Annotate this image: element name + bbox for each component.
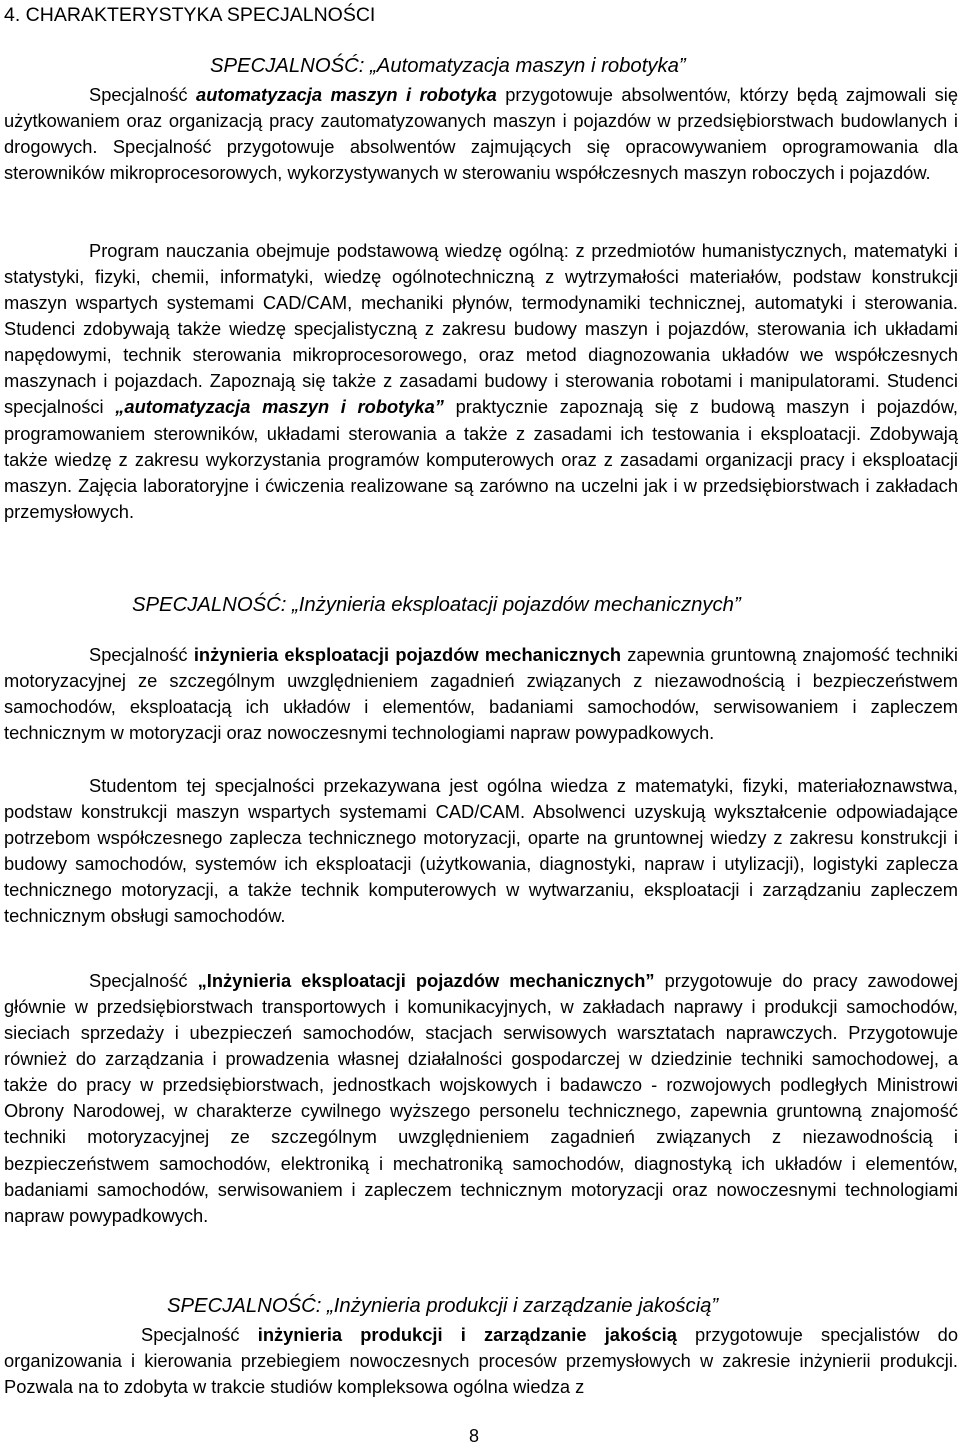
text-run: Specjalność <box>89 644 194 665</box>
text-run: przygotowuje specjalistów do organizowania i kierowania przebiegiem nowoczesnych procesów przemysłowych w zakresie inżynierii produkcji. Pozwala na to zdobyta w trakcie studiów kompleksowa ogólna wiedza z <box>4 1324 959 1398</box>
section-title-production-quality: SPECJALNOŚĆ: „Inżynieria produkcji i zarządzanie jakością” <box>167 1295 719 1317</box>
text-run: zapewnia gruntowną znajomość techniki motoryzacyjnej ze szczególnym uwzględnieniem zagadnień związanych z niezawodnością i bezpieczeństwem samochodów, eksploatacją ich układów i elementów, badaniami samochodów, serwisowaniem i zapleczem technicznym w motoryzacji oraz nowoczesnymi technologiami napraw powypadkowych. <box>4 644 958 744</box>
section-title-vehicle-operation: SPECJALNOŚĆ: „Inżynieria eksploatacji pojazdów mechanicznych” <box>132 594 741 616</box>
paragraph-automation-program <box>4 238 958 525</box>
section-title-automation: SPECJALNOŚĆ: „Automatyzacja maszyn i robotyka” <box>210 55 686 77</box>
text-run: Specjalność <box>89 970 198 991</box>
emphasis-specialty-name: inżynieria eksploatacji pojazdów mechanicznych <box>193 644 621 665</box>
paragraph-vehicle-career <box>4 968 958 1229</box>
text-run: Specjalność <box>89 84 197 105</box>
emphasis-specialty-name: „Inżynieria eksploatacji pojazdów mechanicznych” <box>197 970 655 991</box>
text-run: przygotowuje do pracy zawodowej głównie w przedsiębiorstwach transportowych i komunikacyjnych, w zakładach naprawy i produkcji samochodów, sieciach sprzedaży i ubezpieczeń samochodów, stacjach serwisowych warsztatach naprawczych. Przygotowuje również do zarządzania i prowadzenia własnej działalności gospodarczej w dziedzinie techniki samochodowej, a także do pracy w przedsiębiorstwach, jednostkach wojskowych i badawczo - rozwojowych podległych Ministrowi Obrony Narodowej, w charakterze cywilnego wyższego personelu technicznego, zapewnia gruntowną znajomość techniki motoryzacyjnej ze szczególnym uwzględnieniem zagadnień związanych z niezawodnością i bezpieczeństwem samochodów, elektroniką i mechatroniką samochodów, diagnostyką ich układów i elementów, badaniami samochodów, serwisowaniem i zapleczem technicznym motoryzacji oraz nowoczesnymi technologiami napraw powypadkowych. <box>4 970 958 1226</box>
emphasis-specialty-name: inżynieria produkcji i zarządzanie jakością <box>257 1324 677 1345</box>
text-run: Studentom tej specjalności przekazywana jest ogólna wiedza z matematyki, fizyki, materiałoznawstwa, podstaw konstrukcji maszyn wspartych systemami CAD/CAM. Absolwenci uzyskują wykształcenie odpowiadające potrzebom współczesnego zaplecza technicznego motoryzacji, oparte na gruntownej wiedzy z zakresu konstrukcji i budowy samochodów, systemów ich eksploatacji (użytkowania, diagnostyki, napraw i utylizacji), logistyki zaplecza technicznego motoryzacji, a także technik komputerowych w wytwarzaniu, eksploatacji i zarządzaniu zapleczem technicznym obsługi samochodów. <box>4 775 958 927</box>
paragraph-production-intro <box>4 1322 958 1400</box>
text-run: Specjalność <box>141 1324 258 1345</box>
paragraph-automation-intro <box>4 82 958 186</box>
text-run: Program nauczania obejmuje podstawową wiedzę ogólną: z przedmiotów humanistycznych, matematyki i statystyki, fizyki, chemii, informatyki, wiedzę ogólnotechniczną z wytrzymałości materiałów, podstaw konstrukcji maszyn wspartych systemami CAD/CAM, mechaniki płynów, termodynamiki technicznej, automatyki i sterowania. Studenci zdobywają także wiedzę specjalistyczną z zakresu budowy maszyn i pojazdów, sterowania ich układami napędowymi, technik sterowania mikroprocesorowego, oraz metod diagnozowania układów we współczesnych maszynach i pojazdach. Zapoznają się także z zasadami budowy i sterowania robotami i manipulatorami. Studenci specjalności <box>4 240 958 418</box>
page-number: 8 <box>469 1426 480 1446</box>
text-run: przygotowuje absolwentów, którzy będą zajmowali się użytkowaniem oraz organizacją pracy zautomatyzowanych maszyn i pojazdów w przedsiębiorstwach budowlanych i drogowych. Specjalność przygotowuje absolwentów zajmujących się opracowywaniem oprogramowania dla sterowników mikroprocesorowych, wykorzystywanych w sterowaniu współczesnych maszyn roboczych i pojazdów. <box>4 84 958 184</box>
paragraph-vehicle-intro <box>4 642 958 746</box>
chapter-title: 4. CHARAKTERYSTYKA SPECJALNOŚCI <box>4 4 376 26</box>
emphasis-specialty-name: automatyzacja maszyn i robotyka <box>196 84 497 105</box>
paragraph-vehicle-students <box>4 773 958 929</box>
text-run: praktycznie zapoznają się z budową maszyn i pojazdów, programowaniem sterowników, układami sterowania a także z zasadami ich testowania i eksploatacji. Zdobywają także wiedzę z zakresu wykorzystania programów komputerowych oraz z zasadami organizacji pracy i eksploatacji maszyn. Zajęcia laboratoryjne i ćwiczenia realizowane są zarówno na uczelni jak i w przedsiębiorstwach i zakładach przemysłowych. <box>4 396 958 522</box>
emphasis-specialty-name: „automatyzacja maszyn i robotyka” <box>115 396 444 418</box>
